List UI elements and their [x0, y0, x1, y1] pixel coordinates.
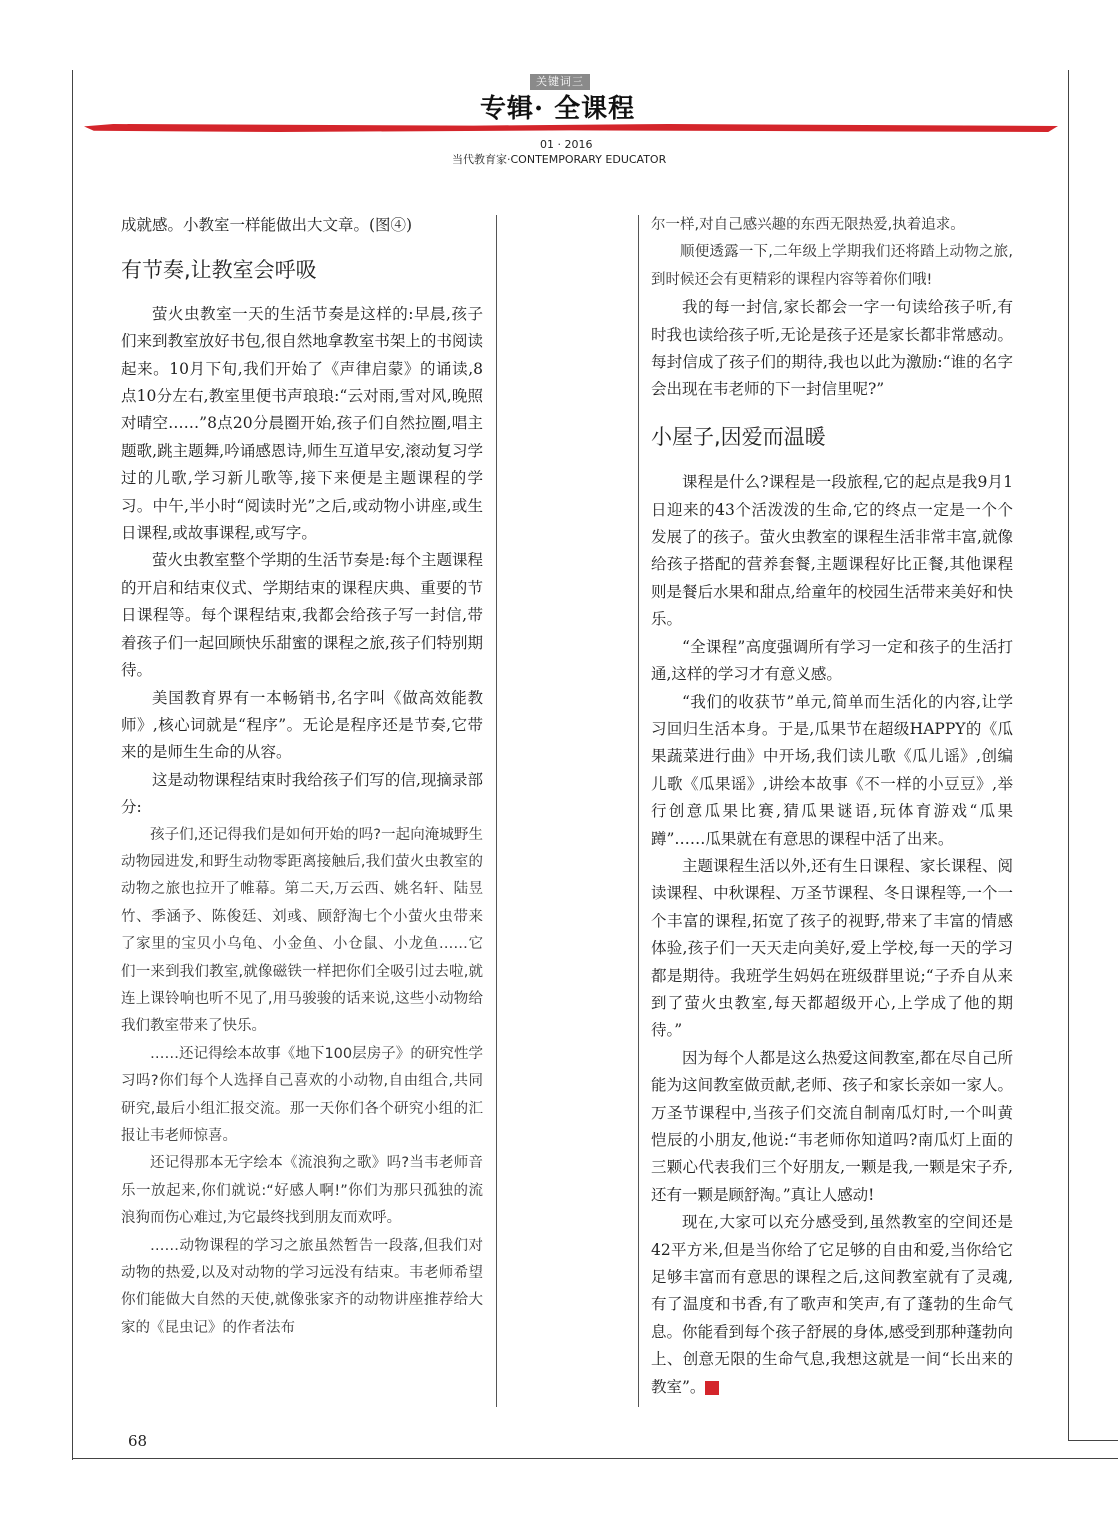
bottom-border — [72, 1458, 1118, 1459]
paragraph: 萤火虫教室一天的生活节奏是这样的:早晨,孩子们来到教室放好书包,很自然地拿教室书架上的书阅读起来。10月下旬,我们开始了《声律启蒙》的诵读,8点10分左右,教室里便书声琅琅:“云对雨,雪对风,晚照对晴空……”8点20分晨圈开始,孩子们自然拉圈,唱主题歌,跳主题舞,吟诵感恩诗,师生互道早安,滚动复习学过的儿歌,学习新儿歌等,接下来便是主题课程的学习。中午,半小时“阅读时光”之后,或动物小讲座,或生日课程,或故事课程,或写字。 — [121, 304, 483, 543]
paragraph: 因为每个人都是这么热爱这间教室,都在尽自己所能为这间教室做贡献,老师、孩子和家长亲如一家人。万圣节课程中,当孩子们交流自制南瓜灯时,一个叫黄恺辰的小朋友,他说:“韦老师你知道吗?南瓜灯上面的三颗心代表我们三个好朋友,一颗是我,一颗是宋子乔,还有一颗是顾舒淘。”真让人感动! — [651, 1048, 1013, 1204]
right-column — [651, 212, 1013, 1401]
letter-paragraph: 顺便透露一下,二年级上学期我们还将踏上动物之旅,到时候还会有更精彩的课程内容等着你们哦! — [651, 244, 1013, 288]
page-number: 68 — [128, 1432, 148, 1450]
paragraph-text: 现在,大家可以充分感受到,虽然教室的空间还是42平方米,但是当你给了它足够的自由和爱,当你给它足够丰富而有意思的课程之后,这间教室就有了灵魂,有了温度和书香,有了歌声和笑声,有了蓬勃的生命气息。你能看到每个孩子舒展的身体,感受到那种蓬勃向上、创意无限的生命气息,我想这就是一间“长出来的教室”。 — [651, 1213, 1013, 1396]
right-border — [1068, 70, 1069, 1440]
section-heading: 有节奏,让教室会呼吸 — [121, 258, 317, 283]
paragraph: 这是动物课程结束时我给孩子们写的信,现摘录部分: — [121, 770, 483, 817]
letter-paragraph: 尔一样,对自己感兴趣的东西无限热爱,执着追求。 — [651, 217, 965, 233]
paragraph — [651, 1209, 1013, 1401]
end-mark-icon: 家 — [705, 1381, 719, 1395]
paragraph: 美国教育界有一本畅销书,名字叫《做高效能教师》,核心词就是“程序”。无论是程序还是节奏,它带来的是师生生命的从容。 — [121, 688, 483, 762]
magazine-name: 当代教育家·CONTEMPORARY EDUCATOR — [452, 153, 667, 166]
letter-paragraph: ……还记得绘本故事《地下100层房子》的研究性学习吗?你们每个人选择自己喜欢的小动物,自由组合,共同研究,最后小组汇报交流。那一天你们各个研究小组的汇报让韦老师惊喜。 — [121, 1045, 483, 1144]
section-title: 专辑· 全课程 — [480, 94, 636, 124]
left-border — [72, 70, 73, 1460]
paragraph: “全课程”高度强调所有学习一定和孩子的生活打通,这样的学习才有意义感。 — [651, 637, 1013, 684]
paragraph: 课程是什么?课程是一段旅程,它的起点是我9月1日迎来的43个活泼泼的生命,它的终点一定是一个个发展了的孩子。萤火虫教室的课程生活非常丰富,就像给孩子搭配的营养套餐,主题课程好比正餐,其他课程则是餐后水果和甜点,给童年的校园生活带来美好和快乐。 — [651, 473, 1013, 629]
paragraph: 我的每一封信,家长都会一字一句读给孩子听,有时我也读给孩子听,无论是孩子还是家长都非常感动。每封信成了孩子们的期待,我也以此为激励:“谁的名字会出现在韦老师的下一封信里呢?” — [651, 298, 1013, 399]
left-column — [121, 212, 483, 1342]
paragraph: 成就感。小教室一样能做出大文章。(图④) — [121, 216, 413, 234]
letter-paragraph: 还记得那本无字绘本《流浪狗之歌》吗?当韦老师音乐一放起来,你们就说:“好感人啊!”你们为那只孤独的流浪狗而伤心难过,为它最终找到朋友而欢呼。 — [121, 1155, 483, 1227]
paragraph: 萤火虫教室整个学期的生活节奏是:每个主题课程的开启和结束仪式、学期结束的课程庆典、重要的节日课程等。每个课程结束,我都会给孩子写一封信,带着孩子们一起回顾快乐甜蜜的课程之旅,孩子们特别期待。 — [121, 551, 483, 680]
letter-paragraph: ……动物课程的学习之旅虽然暂告一段落,但我们对动物的热爱,以及对动物的学习远没有结束。韦老师希望你们能做大自然的天使,就像张家齐的动物讲座推荐给大家的《昆虫记》的作者法布 — [121, 1237, 483, 1336]
bottom-border-right — [1068, 1440, 1118, 1441]
paragraph: “我们的收获节”单元,简单而生活化的内容,让学习回归生活本身。于是,瓜果节在超级HAPPY的《瓜果蔬菜进行曲》中开场,我们读儿歌《瓜儿谣》,创编儿歌《瓜果谣》,讲绘本故事《不一样的小豆豆》,举行创意瓜果比赛,猜瓜果谜语,玩体育游戏“瓜果蹲”……瓜果就在有意思的课程中活了出来。 — [651, 692, 1013, 848]
paragraph: 主题课程生活以外,还有生日课程、家长课程、阅读课程、中秋课程、万圣节课程、冬日课程等,一个一个丰富的课程,拓宽了孩子的视野,带来了丰富的情感体验,孩子们一天天走向美好,爱上学校,每一天的学习都是期待。我班学生妈妈在班级群里说;“子乔自从来到了萤火虫教室,每天都超级开心,上学成了他的期待。” — [651, 856, 1013, 1040]
red-brush-stroke — [84, 124, 1058, 132]
keyword-tag: 关键词三 — [530, 74, 590, 90]
section-heading: 小屋子,因爱而温暖 — [651, 424, 826, 449]
column-divider-left — [496, 215, 497, 1407]
column-divider-right — [638, 215, 639, 1407]
letter-paragraph: 孩子们,还记得我们是如何开始的吗?一起向淹城野生动物园进发,和野生动物零距离接触后,我们萤火虫教室的动物之旅也拉开了帷幕。第二天,万云西、姚名轩、陆昱竹、季涵予、陈俊廷、刘彧、顾舒淘七个小萤火虫带来了家里的宝贝小乌龟、小金鱼、小仓鼠、小龙鱼……它们一来到我们教室,就像磁铁一样把你们全吸引过去啦,就连上课铃响也听不见了,用马骏骏的话来说,这些小动物给我们教室带来了快乐。 — [121, 826, 483, 1035]
issue-number: 01 · 2016 — [540, 138, 593, 151]
